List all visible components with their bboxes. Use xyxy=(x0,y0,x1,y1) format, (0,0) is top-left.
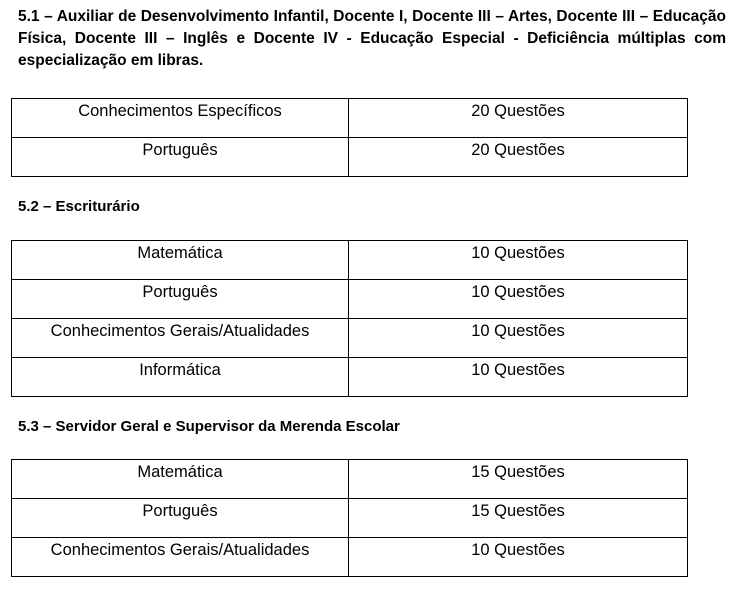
subject-cell: Português xyxy=(12,138,349,177)
subject-cell: Português xyxy=(12,499,349,538)
questions-cell: 10 Questões xyxy=(349,319,688,358)
questions-cell: 10 Questões xyxy=(349,358,688,397)
table-row xyxy=(12,99,688,138)
questions-cell: 10 Questões xyxy=(349,538,688,577)
section-5-1-table xyxy=(11,98,688,177)
subject-cell: Matemática xyxy=(12,460,349,499)
table-row xyxy=(12,460,688,499)
section-5-1-heading: 5.1 – Auxiliar de Desenvolvimento Infantil, Docente I, Docente III – Artes, Docente III – Educação Física, Docente III – Inglês e Docente IV - Educação Especial - Deficiência múltiplas com especialização em libras. xyxy=(18,8,726,69)
table-row xyxy=(12,538,688,577)
table-row xyxy=(12,319,688,358)
subject-cell: Matemática xyxy=(12,241,349,280)
subject-cell: Conhecimentos Gerais/Atualidades xyxy=(12,538,349,577)
questions-cell: 10 Questões xyxy=(349,280,688,319)
subject-cell: Português xyxy=(12,280,349,319)
questions-cell: 15 Questões xyxy=(349,499,688,538)
table-row xyxy=(12,499,688,538)
questions-cell: 20 Questões xyxy=(349,138,688,177)
section-5-3-heading: 5.3 – Servidor Geral e Supervisor da Merenda Escolar xyxy=(18,418,400,435)
subject-cell: Conhecimentos Específicos xyxy=(12,99,349,138)
subject-cell: Conhecimentos Gerais/Atualidades xyxy=(12,319,349,358)
questions-cell: 15 Questões xyxy=(349,460,688,499)
subject-cell: Informática xyxy=(12,358,349,397)
section-5-2-heading: 5.2 – Escriturário xyxy=(18,198,140,215)
table-row xyxy=(12,358,688,397)
table-row xyxy=(12,241,688,280)
questions-cell: 20 Questões xyxy=(349,99,688,138)
questions-cell: 10 Questões xyxy=(349,241,688,280)
section-5-3-table xyxy=(11,459,688,577)
table-row xyxy=(12,138,688,177)
section-5-2-table xyxy=(11,240,688,397)
table-row xyxy=(12,280,688,319)
